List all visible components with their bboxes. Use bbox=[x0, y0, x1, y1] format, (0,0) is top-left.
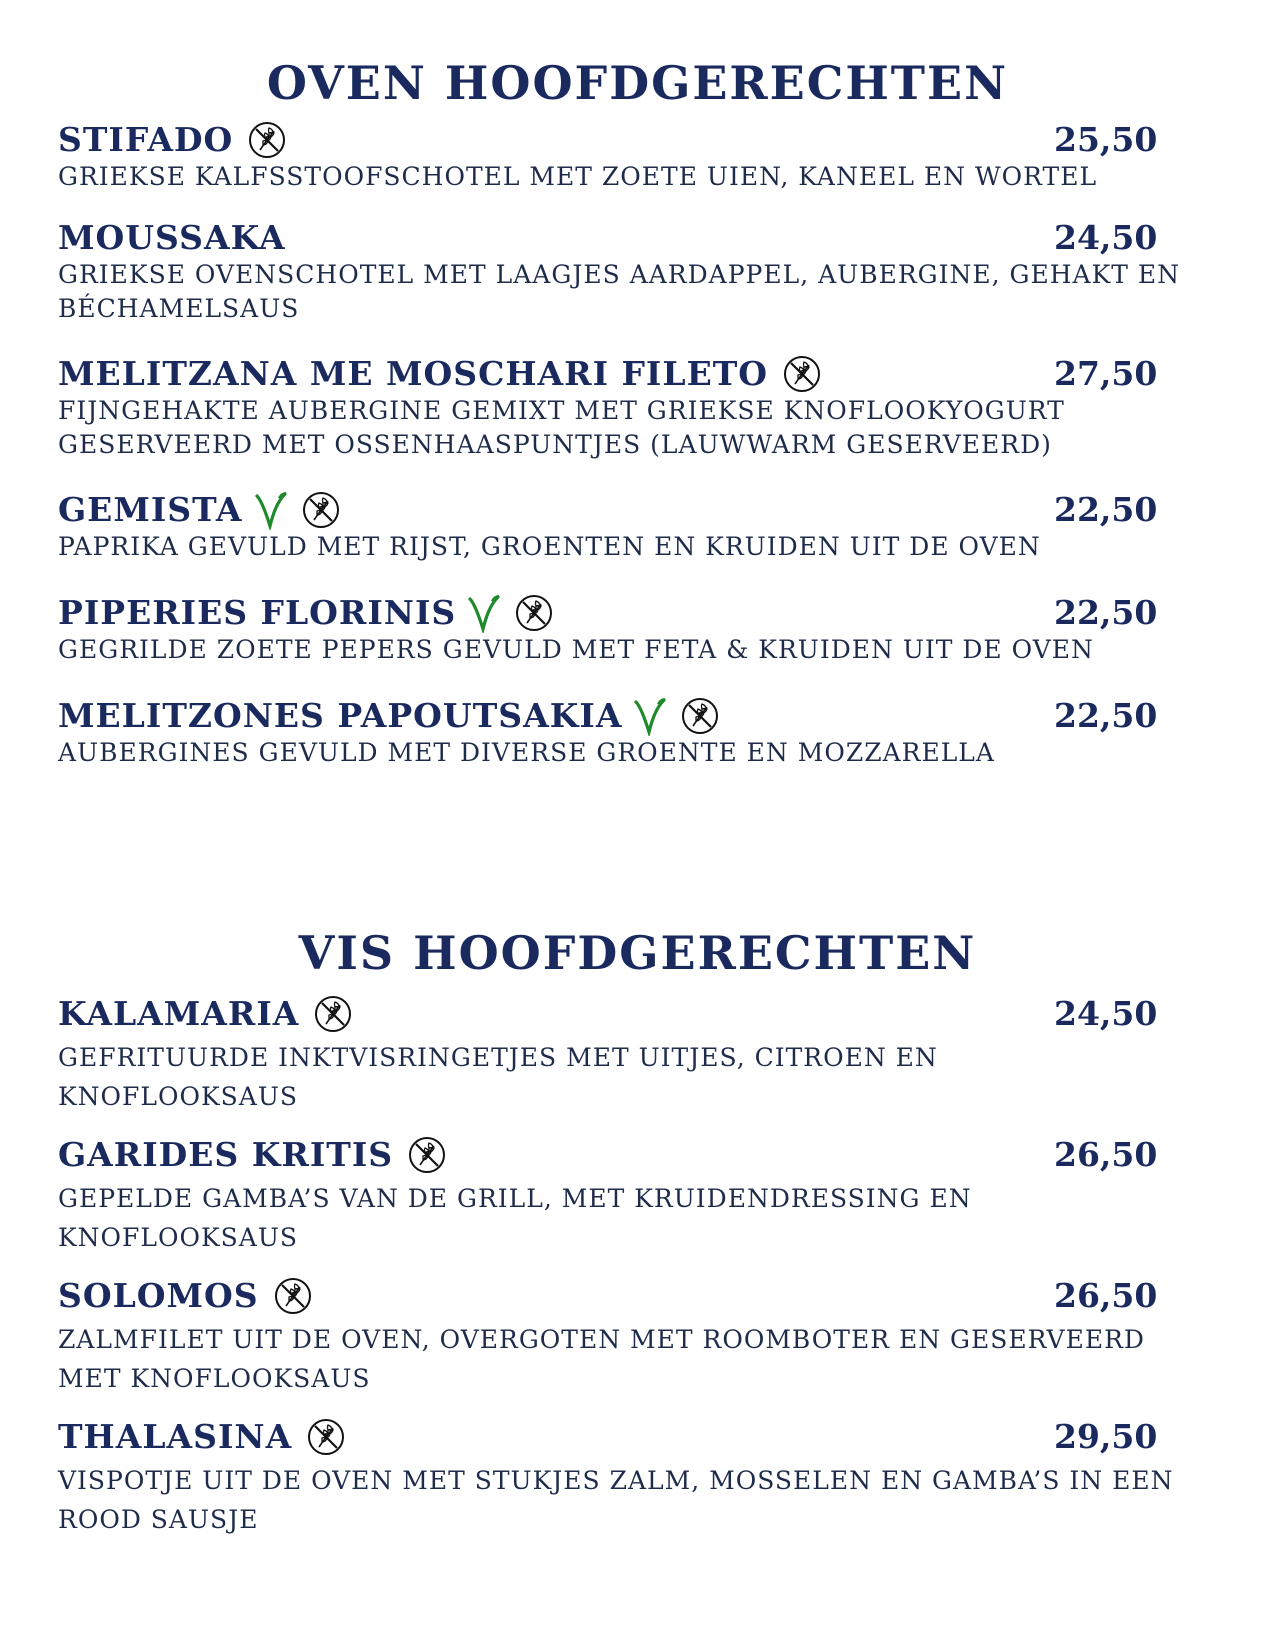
gluten-free-icon bbox=[301, 490, 341, 530]
vegetarian-icon bbox=[468, 593, 500, 633]
gluten-free-icon bbox=[273, 1276, 313, 1316]
section-title-vis: VIS HOOFDGERECHTEN bbox=[298, 926, 977, 980]
menu-item-melitzana-me-moschari-fileto bbox=[58, 354, 1178, 462]
gluten-free-icon bbox=[680, 696, 720, 736]
dish-price: 25,50 bbox=[1054, 120, 1158, 159]
dish-price: 24,50 bbox=[1054, 994, 1158, 1033]
menu-item-gemista bbox=[58, 490, 1178, 564]
dish-description: GEGRILDE ZOETE PEPERS GEVULD MET FETA & KRUIDEN UIT DE OVEN bbox=[58, 635, 1094, 664]
dish-name: MOUSSAKA bbox=[58, 218, 286, 257]
gluten-free-icon bbox=[782, 354, 822, 394]
vegetarian-icon bbox=[634, 696, 666, 736]
vegetarian-icon bbox=[255, 490, 287, 530]
dish-name: KALAMARIA bbox=[58, 994, 300, 1033]
dish-name: STIFADO bbox=[58, 120, 234, 159]
menu-item-solomos bbox=[58, 1276, 1178, 1398]
menu-item-kalamaria bbox=[58, 994, 1178, 1116]
dish-description: ZALMFILET UIT DE OVEN, OVERGOTEN MET ROOMBOTER EN GESERVEERD MET KNOFLOOKSAUS bbox=[58, 1325, 1145, 1393]
menu-item-moussaka bbox=[58, 218, 1181, 326]
menu-item-garides-kritis bbox=[58, 1135, 1178, 1257]
dish-name: GEMISTA bbox=[58, 490, 243, 529]
gluten-free-icon bbox=[247, 120, 287, 160]
gluten-free-icon bbox=[407, 1135, 447, 1175]
dish-price: 22,50 bbox=[1054, 490, 1158, 529]
gluten-free-icon bbox=[306, 1417, 346, 1457]
gluten-free-icon bbox=[514, 593, 554, 633]
dish-price: 29,50 bbox=[1054, 1417, 1158, 1456]
dish-price: 26,50 bbox=[1054, 1276, 1158, 1315]
dish-name: MELITZANA ME MOSCHARI FILETO bbox=[58, 354, 769, 393]
dish-description: GRIEKSE KALFSSTOOFSCHOTEL MET ZOETE UIEN, KANEEL EN WORTEL bbox=[58, 162, 1098, 191]
dish-price: 22,50 bbox=[1054, 696, 1158, 735]
dish-price: 22,50 bbox=[1054, 593, 1158, 632]
menu-item-stifado bbox=[58, 120, 1178, 194]
section-title-oven: OVEN HOOFDGERECHTEN bbox=[266, 56, 1009, 110]
menu-item-piperies-florinis bbox=[58, 593, 1178, 667]
dish-name: SOLOMOS bbox=[58, 1276, 259, 1315]
dish-name: MELITZONES PAPOUTSAKIA bbox=[58, 696, 623, 735]
dish-description: GEFRITUURDE INKTVISRINGETJES MET UITJES, CITROEN EN KNOFLOOKSAUS bbox=[58, 1043, 938, 1111]
dish-name: PIPERIES FLORINIS bbox=[58, 593, 457, 632]
dish-name: THALASINA bbox=[58, 1417, 293, 1456]
menu-item-melitzones-papoutsakia bbox=[58, 696, 1178, 770]
dish-description: GEPELDE GAMBA’S VAN DE GRILL, MET KRUIDENDRESSING EN KNOFLOOKSAUS bbox=[58, 1184, 972, 1252]
dish-description: FIJNGEHAKTE AUBERGINE GEMIXT MET GRIEKSE KNOFLOOKYOGURT GESERVEERD MET OSSENHAASPUNTJES (LAUWWARM GESERVEERD) bbox=[58, 396, 1065, 459]
dish-price: 24,50 bbox=[1054, 218, 1158, 257]
gluten-free-icon bbox=[313, 994, 353, 1034]
dish-description: VISPOTJE UIT DE OVEN MET STUKJES ZALM, MOSSELEN EN GAMBA’S IN EEN ROOD SAUSJE bbox=[58, 1466, 1174, 1534]
dish-description: PAPRIKA GEVULD MET RIJST, GROENTEN EN KRUIDEN UIT DE OVEN bbox=[58, 532, 1041, 561]
dish-price: 27,50 bbox=[1054, 354, 1158, 393]
menu-item-thalasina bbox=[58, 1417, 1178, 1539]
dish-price: 26,50 bbox=[1054, 1135, 1158, 1174]
dish-description: GRIEKSE OVENSCHOTEL MET LAAGJES AARDAPPEL, AUBERGINE, GEHAKT EN BÉCHAMELSAUS bbox=[58, 260, 1181, 323]
dish-description: AUBERGINES GEVULD MET DIVERSE GROENTE EN MOZZARELLA bbox=[58, 738, 995, 767]
dish-name: GARIDES KRITIS bbox=[58, 1135, 394, 1174]
